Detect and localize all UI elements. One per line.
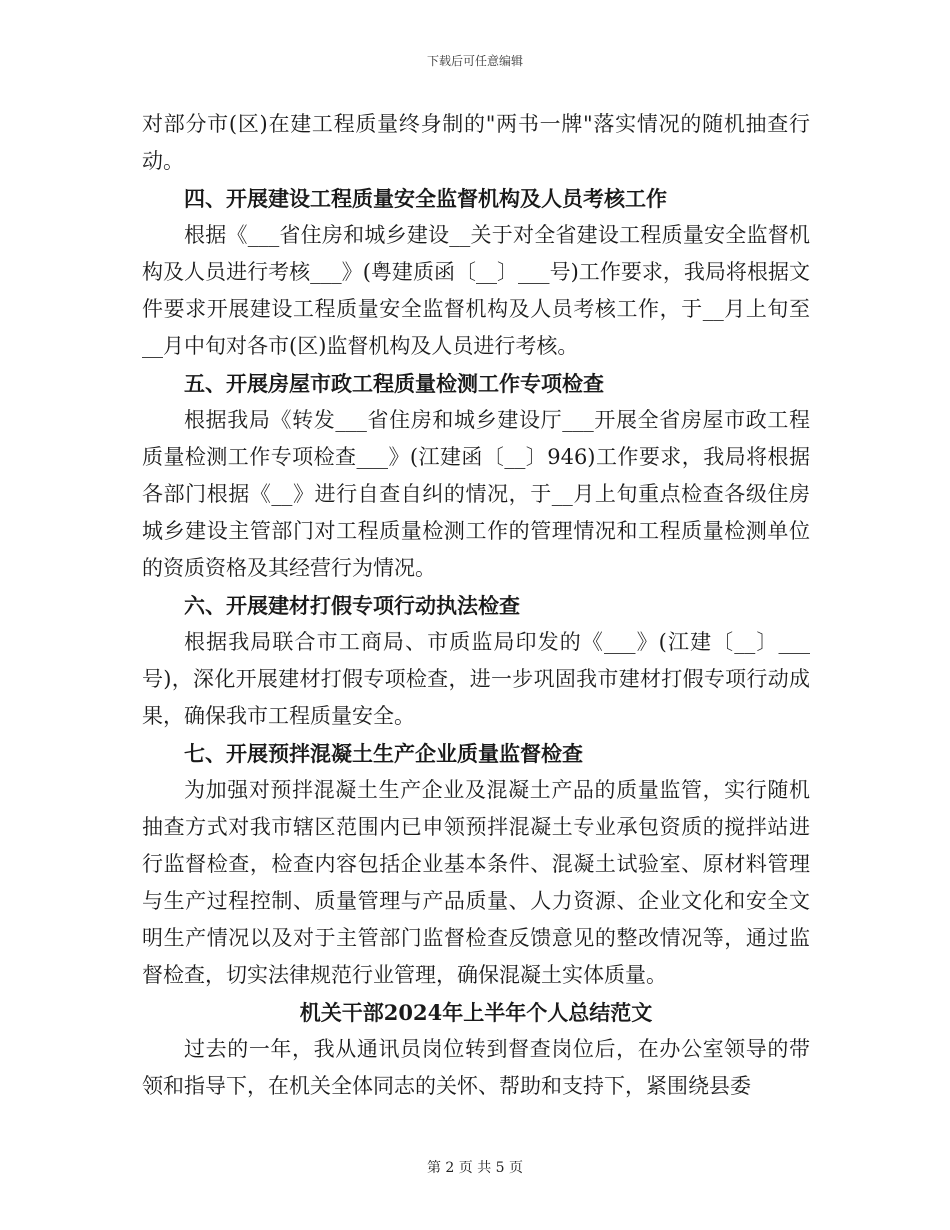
section-paragraph-5: 根据我局《转发___省住房和城乡建设厅___开展全省房屋市政工程质量检测工作专项检查___》(江建函〔__〕946)工作要求，我局将根据各部门根据《__》进行自查自纠的情况，于__月上旬重点检查各级住房城乡建设主管部门对工程质量检测工作的管理情况和工程质量检测单位的资质资格及其经营行为情况。 — [142, 408, 810, 580]
article-paragraph-1: 过去的一年，我从通讯员岗位转到督查岗位后，在办公室领导的带领和指导下，在机关全体同志的关怀、帮助和支持下，紧围绕县委 — [142, 1037, 810, 1098]
article-title: 机关干部2024年上半年个人总结范文 — [299, 1000, 653, 1025]
section-paragraph-4: 根据《___省住房和城乡建设__关于对全省建设工程质量安全监督机构及人员进行考核___》(粤建质函〔__〕___号)工作要求，我局将根据文件要求开展建设工程质量安全监督机构及人员考核工作，于__月上旬至__月中旬对各市(区)监督机构及人员进行考核。 — [142, 223, 810, 358]
section-heading-5: 五、开展房屋市政工程质量检测工作专项检查 — [184, 371, 604, 396]
page-header-note: 下载后可任意编辑 — [426, 54, 523, 68]
page-number: 第 2 页 共 5 页 — [426, 1160, 524, 1176]
section-heading-7: 七、开展预拌混凝土生产企业质量监督检查 — [184, 741, 583, 766]
document-body — [142, 106, 810, 1105]
section-heading-6: 六、开展建材打假专项行动执法检查 — [184, 593, 520, 618]
section-paragraph-6: 根据我局联合市工商局、市质监局印发的《___》(江建〔__〕___号)，深化开展建材打假专项检查，进一步巩固我市建材打假专项行动成果，确保我市工程质量安全。 — [142, 630, 810, 728]
paragraph-continuation: 对部分市(区)在建工程质量终身制的"两书一牌"落实情况的随机抽查行动。 — [142, 112, 810, 173]
section-heading-4: 四、开展建设工程质量安全监督机构及人员考核工作 — [184, 186, 667, 211]
section-paragraph-7: 为加强对预拌混凝土生产企业及混凝土产品的质量监管，实行随机抽查方式对我市辖区范围内已申领预拌混凝土专业承包资质的搅拌站进行监督检查，检查内容包括企业基本条件、混凝土试验室、原材料管理与生产过程控制、质量管理与产品质量、人力资源、企业文化和安全文明生产情况以及对于主管部门监督检查反馈意见的整改情况等，通过监督检查，切实法律规范行业管理，确保混凝土实体质量。 — [142, 778, 810, 987]
